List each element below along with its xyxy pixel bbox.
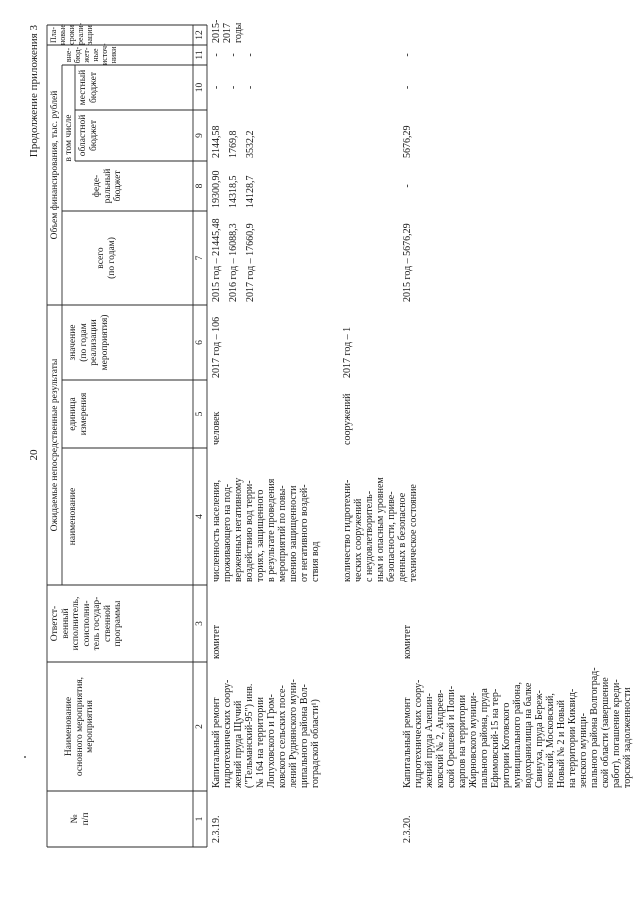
local-2015: - [402,85,413,90]
local-2017: - [245,85,256,90]
federal-2015: - [402,184,413,188]
continuation-label: Продолжение приложения 3 [28,25,40,158]
col-number-8: 8 [195,183,205,189]
local-2015: - [211,85,222,90]
header-result-unit: единица измерения [68,392,89,436]
header-expected-results: Ожидаемые непосредственные результаты [50,358,60,532]
scan-speck [24,756,26,758]
regional-2015: 5676,29 [402,125,413,158]
result-unit: сооружений [342,393,353,445]
total-2017: 2017 год – 17660,9 [245,223,256,302]
row-number: 2.3.20. [402,815,413,843]
regional-2017: 3532,2 [245,130,256,158]
header-number: № п/п [70,812,91,826]
header-activity-name: Наименование основного мероприятия, мероприятия [64,676,95,777]
other-2015: - [211,53,222,57]
header-other-sources: вне- бюд- жет- ные источ- ники [64,43,118,65]
col-number-10: 10 [195,82,205,93]
result-name: численность населения, проживающего на под- верженных негативному воздействию вод терри- ториях, защищенного в результате проведения мероприятий по повы- шению защищенности от негативного воздей- ствия вод [211,477,321,582]
result-unit: человек [211,411,222,445]
executor: комитет [211,624,222,659]
col-number-9: 9 [195,133,205,138]
header-local-budget: местный бюджет [78,69,99,106]
header-period-cell: Пла- новые сроки реали- зации [49,22,94,45]
other-2017: - [245,53,256,57]
activity-name: Капитальный ремонт гидротехнических соору- жений пруда Алешин- ковский № 2, Андреев- ской Орешевой и Попи- карпов на территории Жирновского муници- пального района, пруда Ефимовский-15 на тер- ритории Котовского муниципального района, водохранилища на балке Свинуха, пруда Береж- новский, Московский, Новый № 2 и Новый на территории Киквид- зенского муници- пального района Волгоград- ской области (завершение работ), погашение креди- торской задолженности [402,667,633,788]
executor: комитет [402,624,413,659]
result-value: 2017 год – 106 [211,316,222,378]
federal-2015: 19300,90 [211,170,222,208]
col-number-12: 12 [195,30,205,40]
other-2016: - [228,53,239,57]
total-2016: 2016 год – 16088,3 [228,223,239,302]
federal-2017: 14128,7 [245,175,256,208]
col-number-11: 11 [195,50,205,60]
header-result-name: наименование [68,487,78,546]
col-number-7: 7 [195,255,205,261]
implementation-period: 2015- 2017 годы [211,19,244,43]
activity-name: Капитальный ремонт гидротехнических соору- жений пруда Щучий ("Тельманский-95") инв. № 164 на территории Лопуховского и Гром- ковского сельских посе- лений Руднянского муни- ципального района Вол- гоградской области¹) [211,679,321,788]
col-number-3: 3 [195,621,205,626]
header-executor: Ответст- венный исполнитель, соисполни- тель государ- ственной программы [50,596,123,651]
header-regional-budget: областной бюджет [78,114,99,157]
header-financing: Объем финансирования, тыс. рублей [50,90,60,240]
row-number: 2.3.19. [211,815,222,843]
regional-2016: 1769,8 [228,130,239,158]
result-name: количество гидротехни- ческих сооружений с неудовлетворитель- ным и опасным уровнем безопасности, приве- денных в безопасное техническое состояние [342,477,419,582]
regional-2015: 2144,58 [211,125,222,158]
header-including: в том числе [64,114,74,162]
col-number-4: 4 [195,514,205,519]
col-number-6: 6 [195,340,205,345]
header-result-value: значение (по годам реализации мероприятия) [68,314,110,371]
total-2015: 2015 год – 5676,29 [402,223,413,302]
total-2015: 2015 год – 21445,48 [211,218,222,302]
header-financing-total: всего (по годам) [96,237,117,279]
header-federal-budget: феде- ральный бюджет [92,168,123,204]
col-number-2: 2 [195,724,205,729]
federal-2016: 14318,5 [228,175,239,208]
col-number-1: 1 [195,816,205,822]
local-2016: - [228,85,239,90]
result-value: 2017 год – 1 [342,326,353,378]
col-number-5: 5 [195,411,205,417]
other-2015: - [402,53,413,57]
page-number: 20 [28,449,40,461]
